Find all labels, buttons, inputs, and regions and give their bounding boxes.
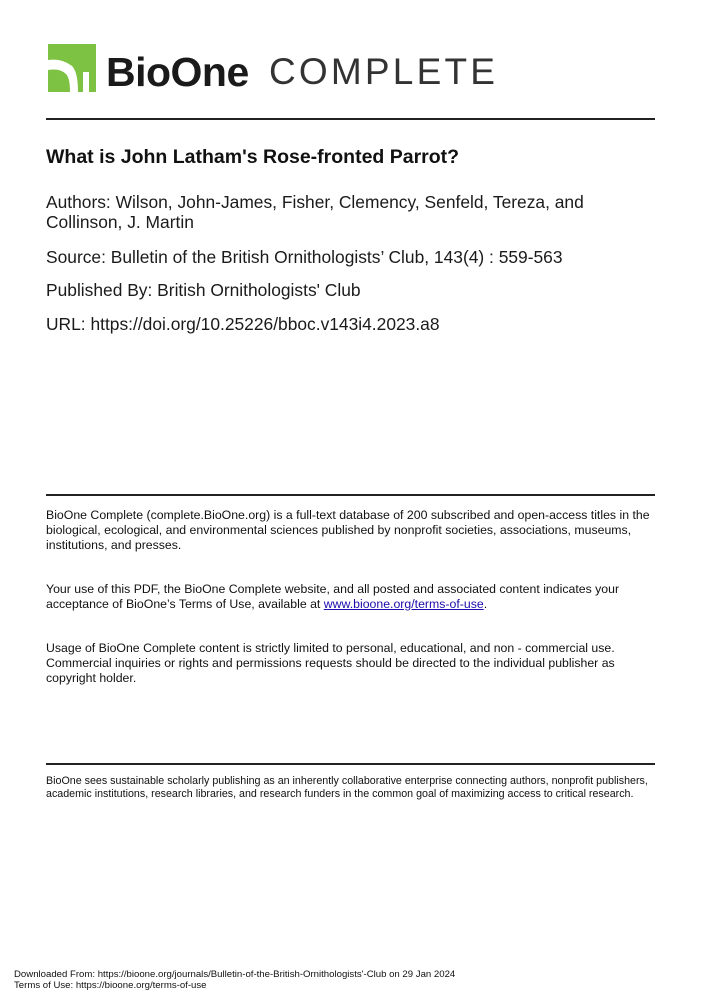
terms-text-end: . xyxy=(483,597,488,611)
source-label: Source: xyxy=(46,247,111,267)
url-value[interactable]: https://doi.org/10.25226/bboc.v143i4.2023.a8 xyxy=(90,314,440,334)
article-authors xyxy=(46,192,656,232)
logo-wordmark-bioone: BioOne xyxy=(106,49,249,95)
article-url xyxy=(46,314,656,334)
database-description: BioOne Complete (complete.BioOne.org) is a full-text database of 200 subscribed and open-access titles in the biological, ecological, and environmental sciences published by nonprofit societies, associations, museums, institutions, and presses. xyxy=(46,508,650,552)
url-label: URL: xyxy=(46,314,91,334)
bioone-logo xyxy=(48,44,508,96)
logo-mark-bar xyxy=(83,72,89,92)
authors-value: Wilson, John-James, Fisher, Clemency, Senfeld, Tereza, and Collinson, J. Martin xyxy=(46,192,584,232)
notice-divider xyxy=(46,494,655,496)
terms-of-use-link[interactable]: www.bioone.org/terms-of-use xyxy=(323,597,484,611)
logo-wordmark-complete: COMPLETE xyxy=(269,51,499,92)
mission-divider xyxy=(46,763,655,765)
article-title: What is John Latham's Rose-fronted Parrot? xyxy=(46,146,460,168)
header-divider xyxy=(46,118,655,120)
download-source-footer: Downloaded From: https://bioone.org/journals/Bulletin-of-the-British-Ornithologists'-Club on 29 Jan 2024 xyxy=(14,969,456,980)
usage-restriction-notice: Usage of BioOne Complete content is strictly limited to personal, educational, and non - commercial use. Commercial inquiries or rights and permissions requests should be directed to the individual publisher as copyright holder. xyxy=(46,641,615,685)
authors-label: Authors: xyxy=(46,192,116,212)
article-source xyxy=(46,247,656,267)
mission-statement: BioOne sees sustainable scholarly publishing as an inherently collaborative enterprise connecting authors, nonprofit publishers, academic institutions, research libraries, and research funders in the common goal of maximizing access to critical research. xyxy=(46,775,648,800)
terms-acceptance-notice xyxy=(46,582,656,612)
publisher-label: Published By: xyxy=(46,280,158,300)
terms-footer: Terms of Use: https://bioone.org/terms-of-use xyxy=(14,980,207,991)
bioone-logo-icon xyxy=(48,44,96,92)
article-publisher xyxy=(46,280,656,300)
source-value: Bulletin of the British Ornithologists’ Club, 143(4) : 559-563 xyxy=(110,247,563,267)
publisher-value: British Ornithologists' Club xyxy=(157,280,361,300)
terms-text: Your use of this PDF, the BioOne Complete website, and all posted and associated content indicates your acceptance of BioOne’s Terms of Use, available at xyxy=(46,582,620,611)
